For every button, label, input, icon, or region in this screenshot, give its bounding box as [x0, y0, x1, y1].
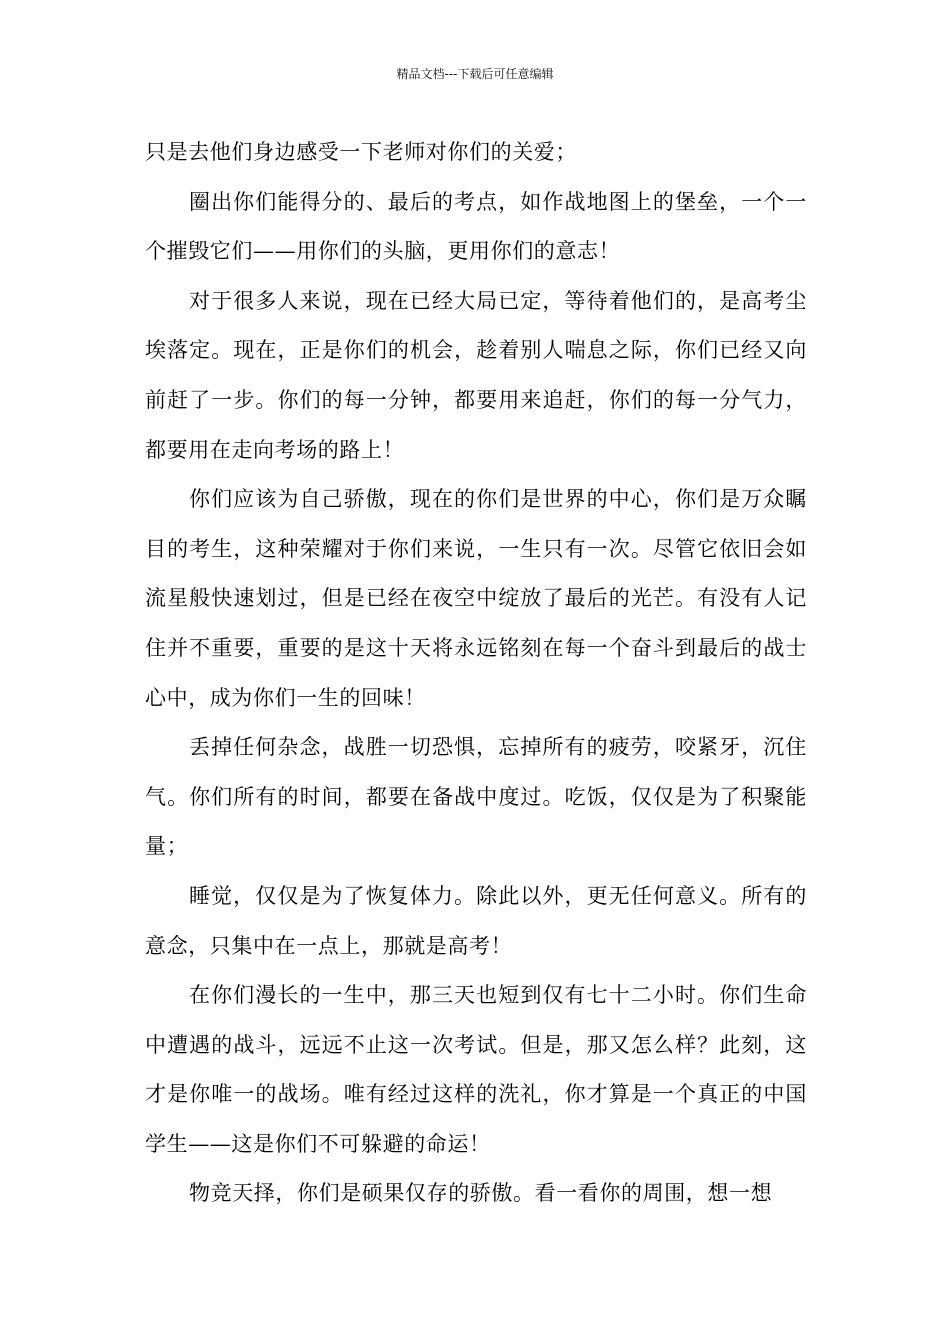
page-header: 精品文档---下载后可任意编辑: [396, 67, 554, 81]
paragraph-8: 物竞天择，你们是硕果仅存的骄傲。看一看你的周围，想一想: [189, 1181, 773, 1206]
document-body: [145, 128, 807, 1219]
paragraph-5: 丢掉任何杂念，战胜一切恐惧，忘掉所有的疲劳，咬紧牙，沉住气。你们所有的时间，都要在备战中度过。吃饭，仅仅是为了积聚能量；: [145, 735, 807, 859]
paragraph-7: 在你们漫长的一生中，那三天也短到仅有七十二小时。你们生命中遭遇的战斗，远远不止这一次考试。但是，那又怎么样？此刻，这才是你唯一的战场。唯有经过这样的洗礼，你才算是一个真正的中国学生——这是你们不可躲避的命运！: [145, 983, 807, 1156]
paragraph-3: 对于很多人来说，现在已经大局已定，等待着他们的，是高考尘埃落定。现在，正是你们的机会，趁着别人喘息之际，你们已经又向前赶了一步。你们的每一分钟，都要用来追赶，你们的每一分气力，都要用在走向考场的路上！: [145, 288, 807, 462]
paragraph-6: 睡觉，仅仅是为了恢复体力。除此以外，更无任何意义。所有的意念，只集中在一点上，那就是高考！: [145, 883, 807, 958]
paragraph-4: 你们应该为自己骄傲，现在的你们是世界的中心，你们是万众瞩目的考生，这种荣耀对于你们来说，一生只有一次。尽管它依旧会如流星般快速划过，但是已经在夜空中绽放了最后的光芒。有没有人记住并不重要，重要的是这十天将永远铭刻在每一个奋斗到最后的战士心中，成为你们一生的回味！: [145, 487, 807, 710]
paragraph-1: 只是去他们身边感受一下老师对你们的关爱；: [145, 140, 577, 164]
paragraph-2: 圈出你们能得分的、最后的考点，如作战地图上的堡垒，一个一个摧毁它们——用你们的头脑，更用你们的意志！: [145, 189, 807, 264]
